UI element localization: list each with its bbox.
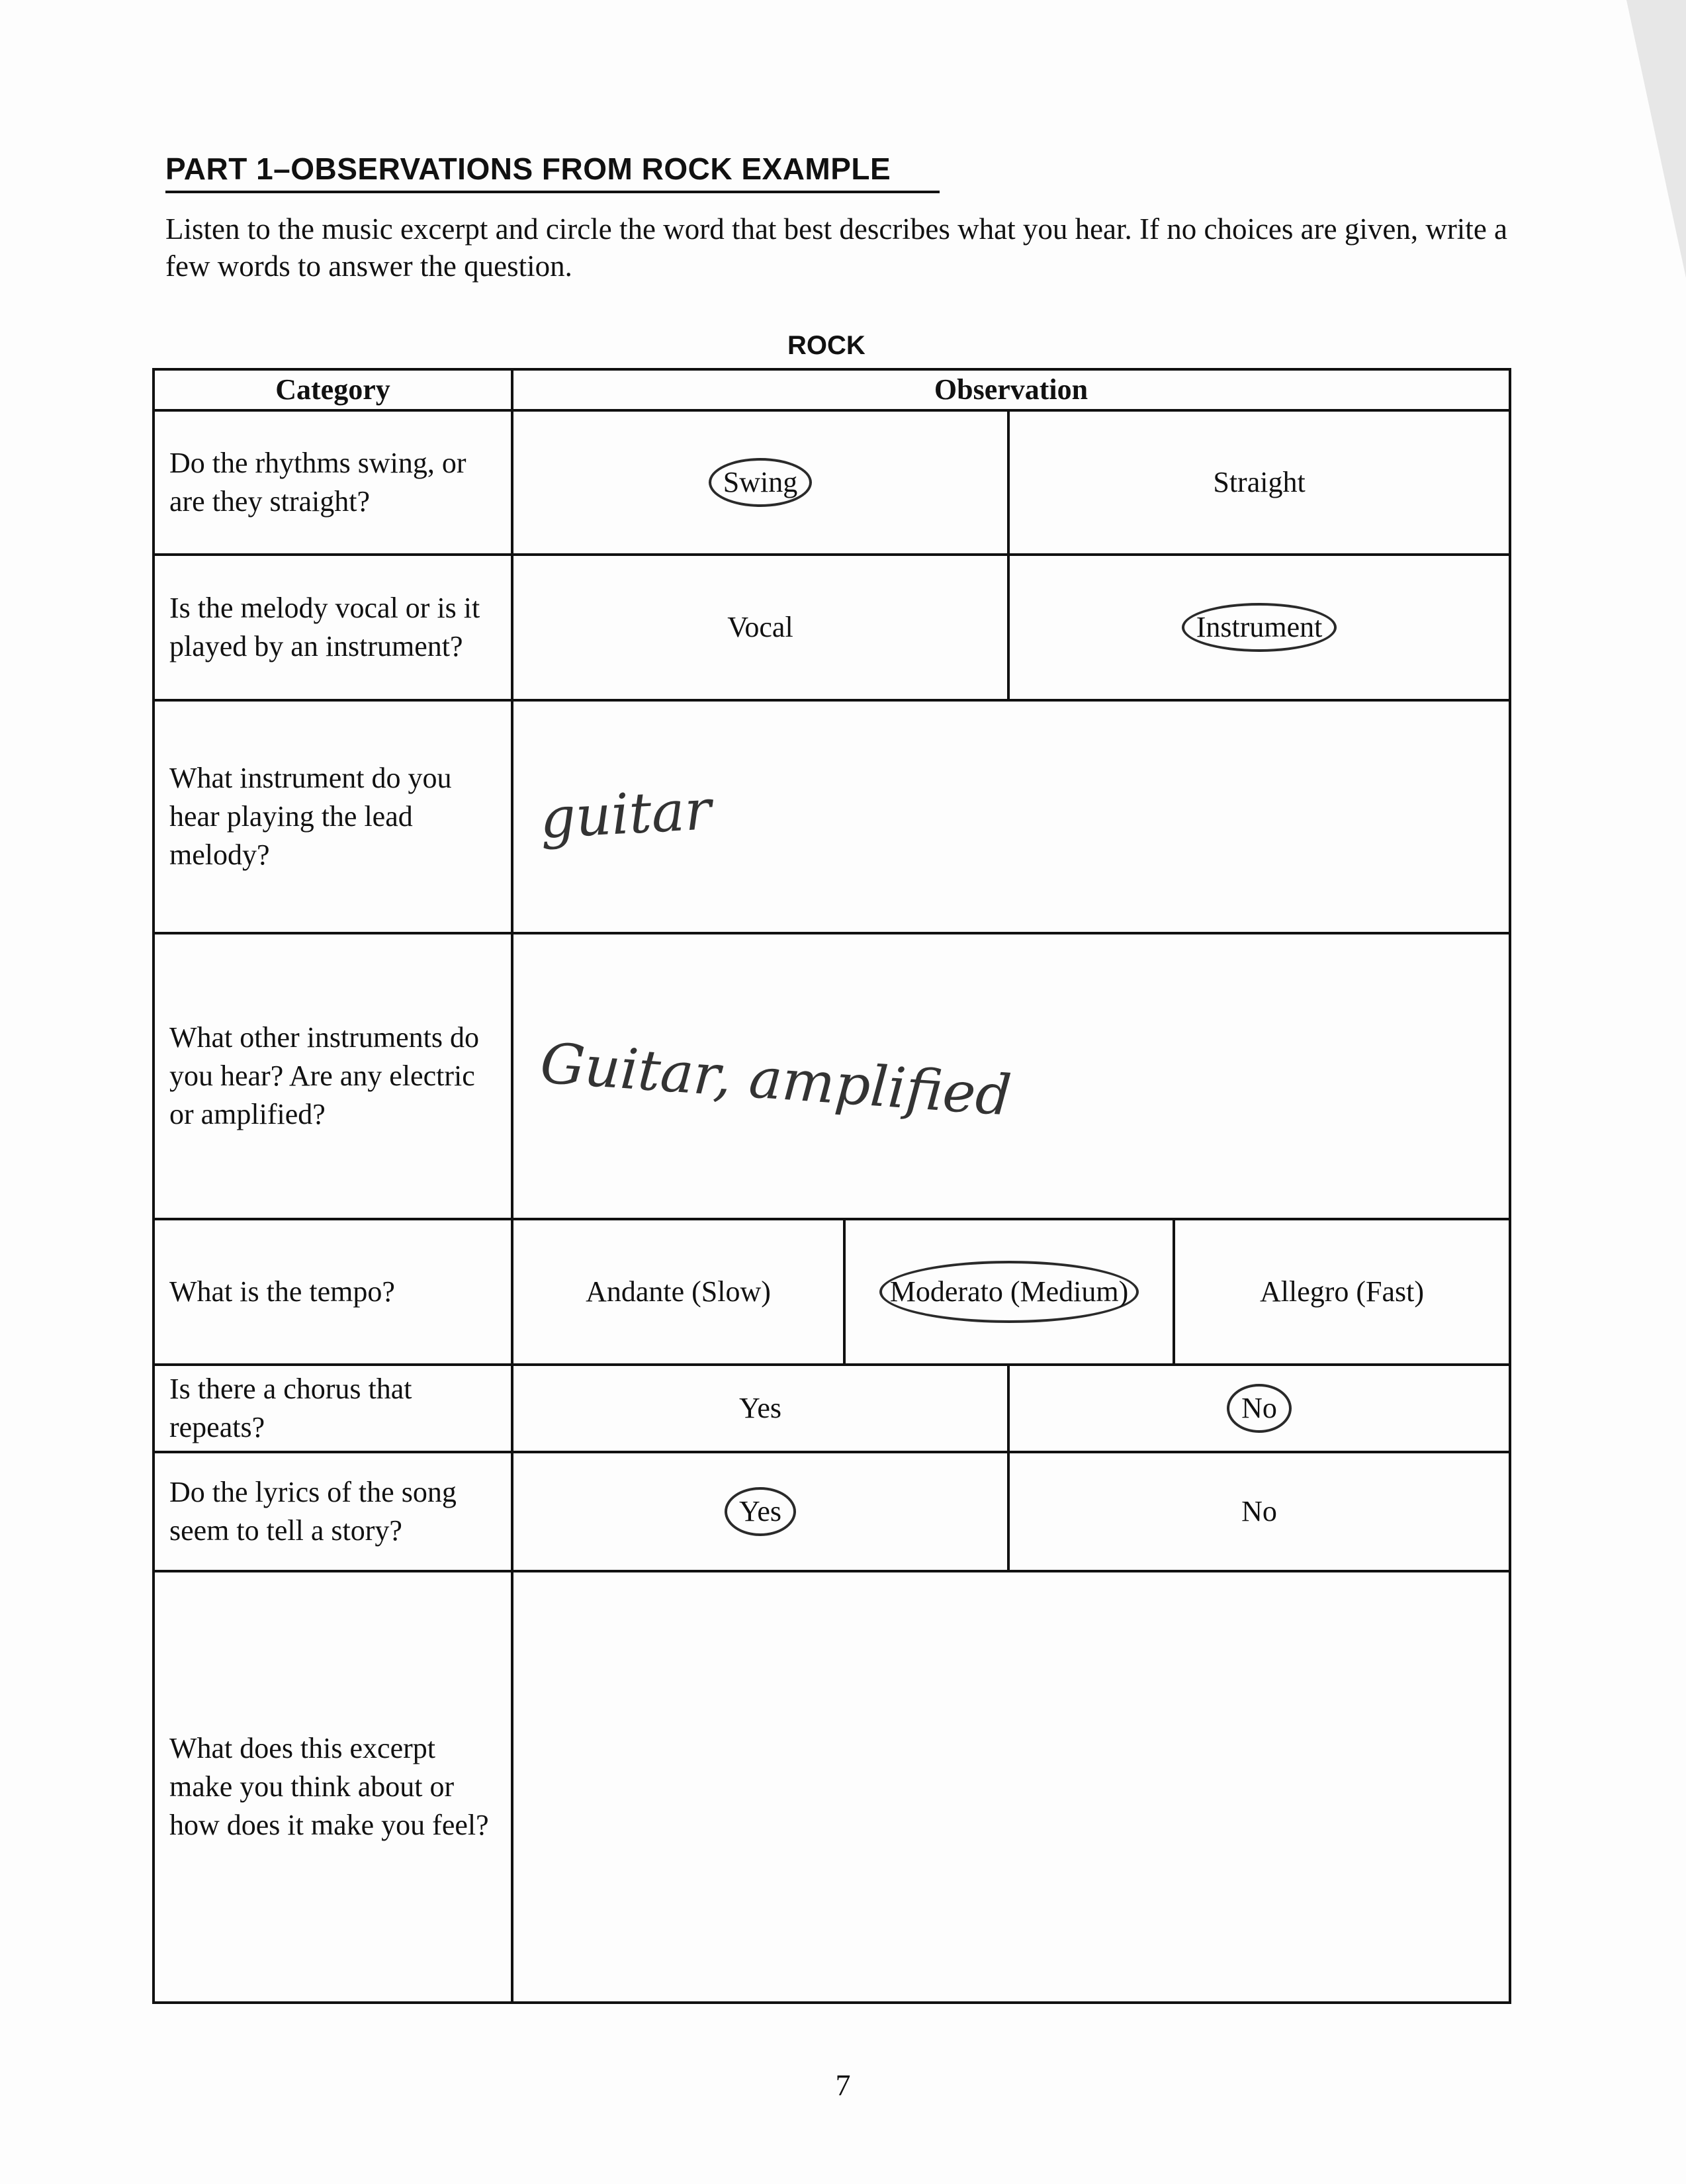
observation-table: [152, 368, 1511, 2004]
option-straight[interactable]: Straight: [1008, 410, 1510, 555]
option-swing[interactable]: [512, 410, 1008, 555]
page-fold-shadow: [1626, 0, 1686, 278]
handwritten-answer-other: Guitar, amplified: [538, 1030, 1014, 1128]
option-vocal[interactable]: Vocal: [512, 555, 1008, 700]
observation-header: Observation: [512, 369, 1510, 410]
question-feel: What does this excerpt make you think about or how does it make you feel?: [154, 1571, 512, 2003]
question-lead: What instrument do you hear playing the lead melody?: [154, 700, 512, 933]
option-story-yes[interactable]: [512, 1452, 1008, 1571]
question-melody: Is the melody vocal or is it played by an instrument?: [154, 555, 512, 700]
answer-feel[interactable]: [512, 1571, 1510, 2003]
option-allegro[interactable]: Allegro (Fast): [1174, 1219, 1510, 1365]
option-moderato[interactable]: [844, 1219, 1174, 1365]
table-row: [154, 700, 1510, 933]
answer-other[interactable]: [512, 933, 1510, 1219]
table-row: [154, 1571, 1510, 2003]
table-row: [154, 410, 1510, 555]
question-story: Do the lyrics of the song seem to tell a story?: [154, 1452, 512, 1571]
category-header: Category: [154, 369, 512, 410]
heading-underline: [165, 191, 940, 193]
table-title: ROCK: [787, 331, 865, 360]
table-header-row: [154, 369, 1510, 410]
page-number: 7: [835, 2068, 851, 2102]
selected-moderato: Moderato (Medium): [879, 1261, 1139, 1323]
question-tempo: What is the tempo?: [154, 1219, 512, 1365]
table-row: [154, 1452, 1510, 1571]
selected-chorus-no: No: [1227, 1384, 1292, 1433]
option-chorus-no[interactable]: [1008, 1365, 1510, 1452]
question-other: What other instruments do you hear? Are any electric or amplified?: [154, 933, 512, 1219]
question-rhythm: Do the rhythms swing, or are they straight?: [154, 410, 512, 555]
selected-instrument: Instrument: [1182, 603, 1337, 652]
part-heading: PART 1–OBSERVATIONS FROM ROCK EXAMPLE: [165, 152, 891, 186]
selected-story-yes: Yes: [725, 1487, 796, 1536]
table-row: [154, 555, 1510, 700]
option-story-no[interactable]: No: [1008, 1452, 1510, 1571]
handwritten-answer-lead: guitar: [538, 776, 713, 851]
table-row: [154, 933, 1510, 1219]
table-row: [154, 1365, 1510, 1452]
question-chorus: Is there a chorus that repeats?: [154, 1365, 512, 1452]
instructions-text: Listen to the music excerpt and circle the word that best describes what you hear. If no choices are given, write a few words to answer the question.: [165, 212, 1508, 283]
table-row: [154, 1219, 1510, 1365]
selected-swing: Swing: [709, 458, 812, 507]
option-instrument[interactable]: [1008, 555, 1510, 700]
option-andante[interactable]: Andante (Slow): [512, 1219, 844, 1365]
option-chorus-yes[interactable]: Yes: [512, 1365, 1008, 1452]
answer-lead[interactable]: [512, 700, 1510, 933]
